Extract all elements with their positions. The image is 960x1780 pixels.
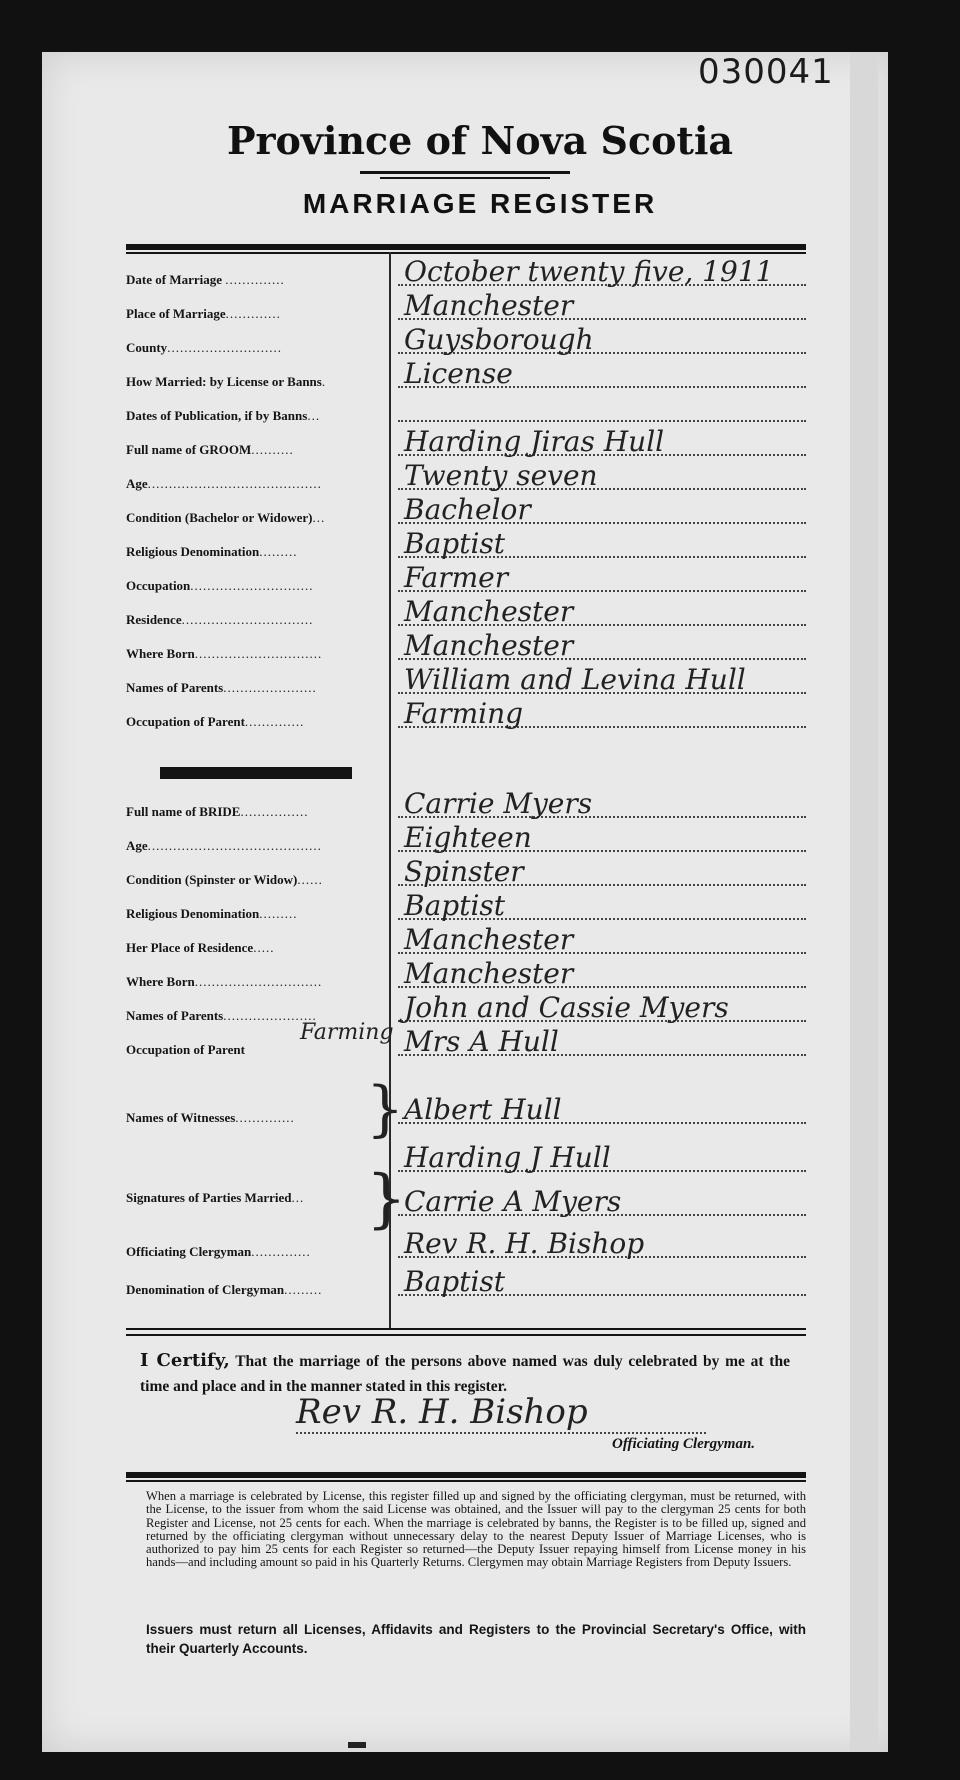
entry-value: Baptist: [404, 1265, 506, 1298]
entry-value: Spinster: [404, 855, 524, 888]
entry-value-line: [398, 629, 806, 662]
entry-row: [126, 1093, 806, 1132]
signature-brace: }: [366, 1162, 407, 1236]
entry-label: County...........................: [126, 340, 282, 355]
entry-row: [126, 1025, 806, 1064]
bottom-rule-thin: [126, 1328, 806, 1330]
top-rule-thin: [126, 252, 806, 254]
entry-label: Occupation.............................: [126, 578, 314, 593]
entry-value: October twenty five, 1911: [404, 255, 774, 288]
entry-value: John and Cassie Myers: [404, 991, 729, 1024]
entry-label: Occupation of Parent..............: [126, 714, 305, 729]
entry-value-line: [398, 1025, 806, 1058]
entry-value: Manchester: [404, 957, 574, 990]
entry-value-line: [398, 255, 806, 288]
entry-value: Harding Jiras Hull: [404, 425, 665, 458]
entry-label: Occupation of Parent: [126, 1042, 245, 1057]
entry-value: Eighteen: [404, 821, 532, 854]
entry-value: Farmer: [404, 561, 509, 594]
entry-label: Where Born..............................: [126, 974, 323, 989]
witness-brace: }: [366, 1074, 405, 1144]
entry-label: Place of Marriage.............: [126, 306, 281, 321]
entry-value-line: [398, 1093, 806, 1126]
province-title: Province of Nova Scotia: [226, 118, 734, 163]
certify-lead: I Certify,: [140, 1350, 230, 1371]
paper-edge: [850, 52, 878, 1752]
issuer-notice: Issuers must return all Licenses, Affidavits and Registers to the Provincial Secretary's Office, with their Quarterly Accounts.: [146, 1622, 806, 1656]
entry-label: Dates of Publication, if by Banns...: [126, 408, 321, 423]
entry-value: Manchester: [404, 923, 574, 956]
parent-occupation-note: Farming: [300, 1020, 394, 1045]
entry-label: Religious Denomination.........: [126, 906, 298, 921]
entry-value-line: [398, 923, 806, 956]
entry-value-line: [398, 595, 806, 628]
entry-value-line: [398, 1227, 806, 1260]
footer-rule-thin: [126, 1480, 806, 1482]
entry-value: Baptist: [404, 527, 506, 560]
entry-value-line: [398, 420, 806, 422]
entry-value-line: [398, 1265, 806, 1298]
entry-label: Residence...............................: [126, 612, 314, 627]
instructions-text: When a marriage is celebrated by License, this register filled up and signed by the officiating clergyman, must be returned, with the License, to the issuer from whom the said License was obtained, and the Issuer will pay to the clergyman 25 cents for both Register and License, not 25 cents for each. When the marriage is celebrated by banns, the Register is to be filled up, signed and returned by the officiating clergyman without unnecessary delay to the nearest Deputy Issuer of Marriage Licenses, who is authorized to pay him 25 cents for each Register so returned—the Deputy Issuer repaying himself from License money in his hands—and including amount so paid in his Quarterly Returns. Clergymen may obtain Marriage Registers from Deputy Issuers.: [146, 1489, 806, 1570]
bottom-rule-thin-2: [126, 1334, 806, 1336]
entry-label: Names of Witnesses..............: [126, 1110, 295, 1125]
entry-value: Guysborough: [404, 323, 594, 356]
entry-label: Date of Marriage ..............: [126, 272, 285, 287]
register-title: MARRIAGE REGISTER: [302, 188, 658, 219]
clergyman-signature: Rev R. H. Bishop: [296, 1392, 588, 1432]
entry-value-line: [398, 493, 806, 526]
entry-value-line: [398, 889, 806, 922]
entry-label: Her Place of Residence.....: [126, 940, 275, 955]
entry-value: William and Levina Hull: [404, 663, 746, 696]
entry-label: Officiating Clergyman..............: [126, 1244, 311, 1259]
entry-value-line: [398, 855, 806, 888]
entry-value-line: [398, 821, 806, 854]
entry-value: Bachelor: [404, 493, 531, 526]
entry-label: Names of Parents......................: [126, 1008, 317, 1023]
entry-value: License: [404, 357, 513, 390]
entry-row: [126, 697, 806, 736]
entry-value: Mrs A Hull: [404, 1025, 559, 1058]
entry-value-line: [398, 787, 806, 820]
entry-value-line: [398, 1141, 806, 1174]
entry-value: Albert Hull: [404, 1093, 562, 1126]
entry-value-line: [398, 663, 806, 696]
ornament-rule: [360, 168, 570, 182]
bride-section-bar: [160, 767, 352, 779]
entry-value-line: [398, 561, 806, 594]
entry-row: [126, 1265, 806, 1304]
entry-value-line: [398, 1185, 806, 1218]
entry-value: Carrie Myers: [404, 787, 593, 820]
entry-value-line: [398, 957, 806, 990]
entry-label: Denomination of Clergyman.........: [126, 1282, 323, 1297]
entry-label: Names of Parents......................: [126, 680, 317, 695]
entry-label: Full name of GROOM..........: [126, 442, 294, 457]
entry-label: Age.........................................: [126, 476, 322, 491]
entry-value: Twenty seven: [404, 459, 598, 492]
entry-value: Baptist: [404, 889, 506, 922]
entry-value: Rev R. H. Bishop: [404, 1227, 645, 1260]
entry-label: Where Born..............................: [126, 646, 323, 661]
entry-row: [126, 357, 806, 396]
signature-line: [296, 1432, 706, 1434]
entry-label: How Married: by License or Banns.: [126, 374, 327, 389]
entry-value: Manchester: [404, 629, 574, 662]
entry-value-line: [398, 697, 806, 730]
entry-row: [126, 1227, 806, 1266]
entry-value-line: [398, 527, 806, 560]
footer-rule: [126, 1472, 806, 1478]
stamp-number: 030041: [698, 52, 834, 92]
entry-value-line: [398, 289, 806, 322]
top-rule: [126, 244, 806, 250]
bottom-mark: [348, 1742, 366, 1748]
entry-value-line: [398, 459, 806, 492]
signature-caption: Officiating Clergyman.: [612, 1436, 756, 1452]
entry-label: Full name of BRIDE................: [126, 804, 309, 819]
entry-label: Signatures of Parties Married...: [126, 1190, 305, 1205]
certify-text: That the marriage of the persons above named was duly celebrated by me at the time and place and in the manner stated in this register.: [140, 1353, 790, 1395]
entry-value-line: [398, 991, 806, 1024]
entry-value: Carrie A Myers: [404, 1185, 622, 1218]
entry-value-line: [398, 357, 806, 390]
entry-label: Age.........................................: [126, 838, 322, 853]
entry-value-line: [398, 323, 806, 356]
entry-label: Condition (Spinster or Widow)......: [126, 872, 323, 887]
entry-value: Harding J Hull: [404, 1141, 611, 1174]
entry-value-line: [398, 425, 806, 458]
entry-value: Manchester: [404, 289, 574, 322]
entry-value: Farming: [404, 697, 524, 730]
entry-value: Manchester: [404, 595, 574, 628]
entry-row: [126, 1185, 806, 1224]
entry-label: Religious Denomination.........: [126, 544, 298, 559]
entry-label: Condition (Bachelor or Widower)...: [126, 510, 326, 525]
